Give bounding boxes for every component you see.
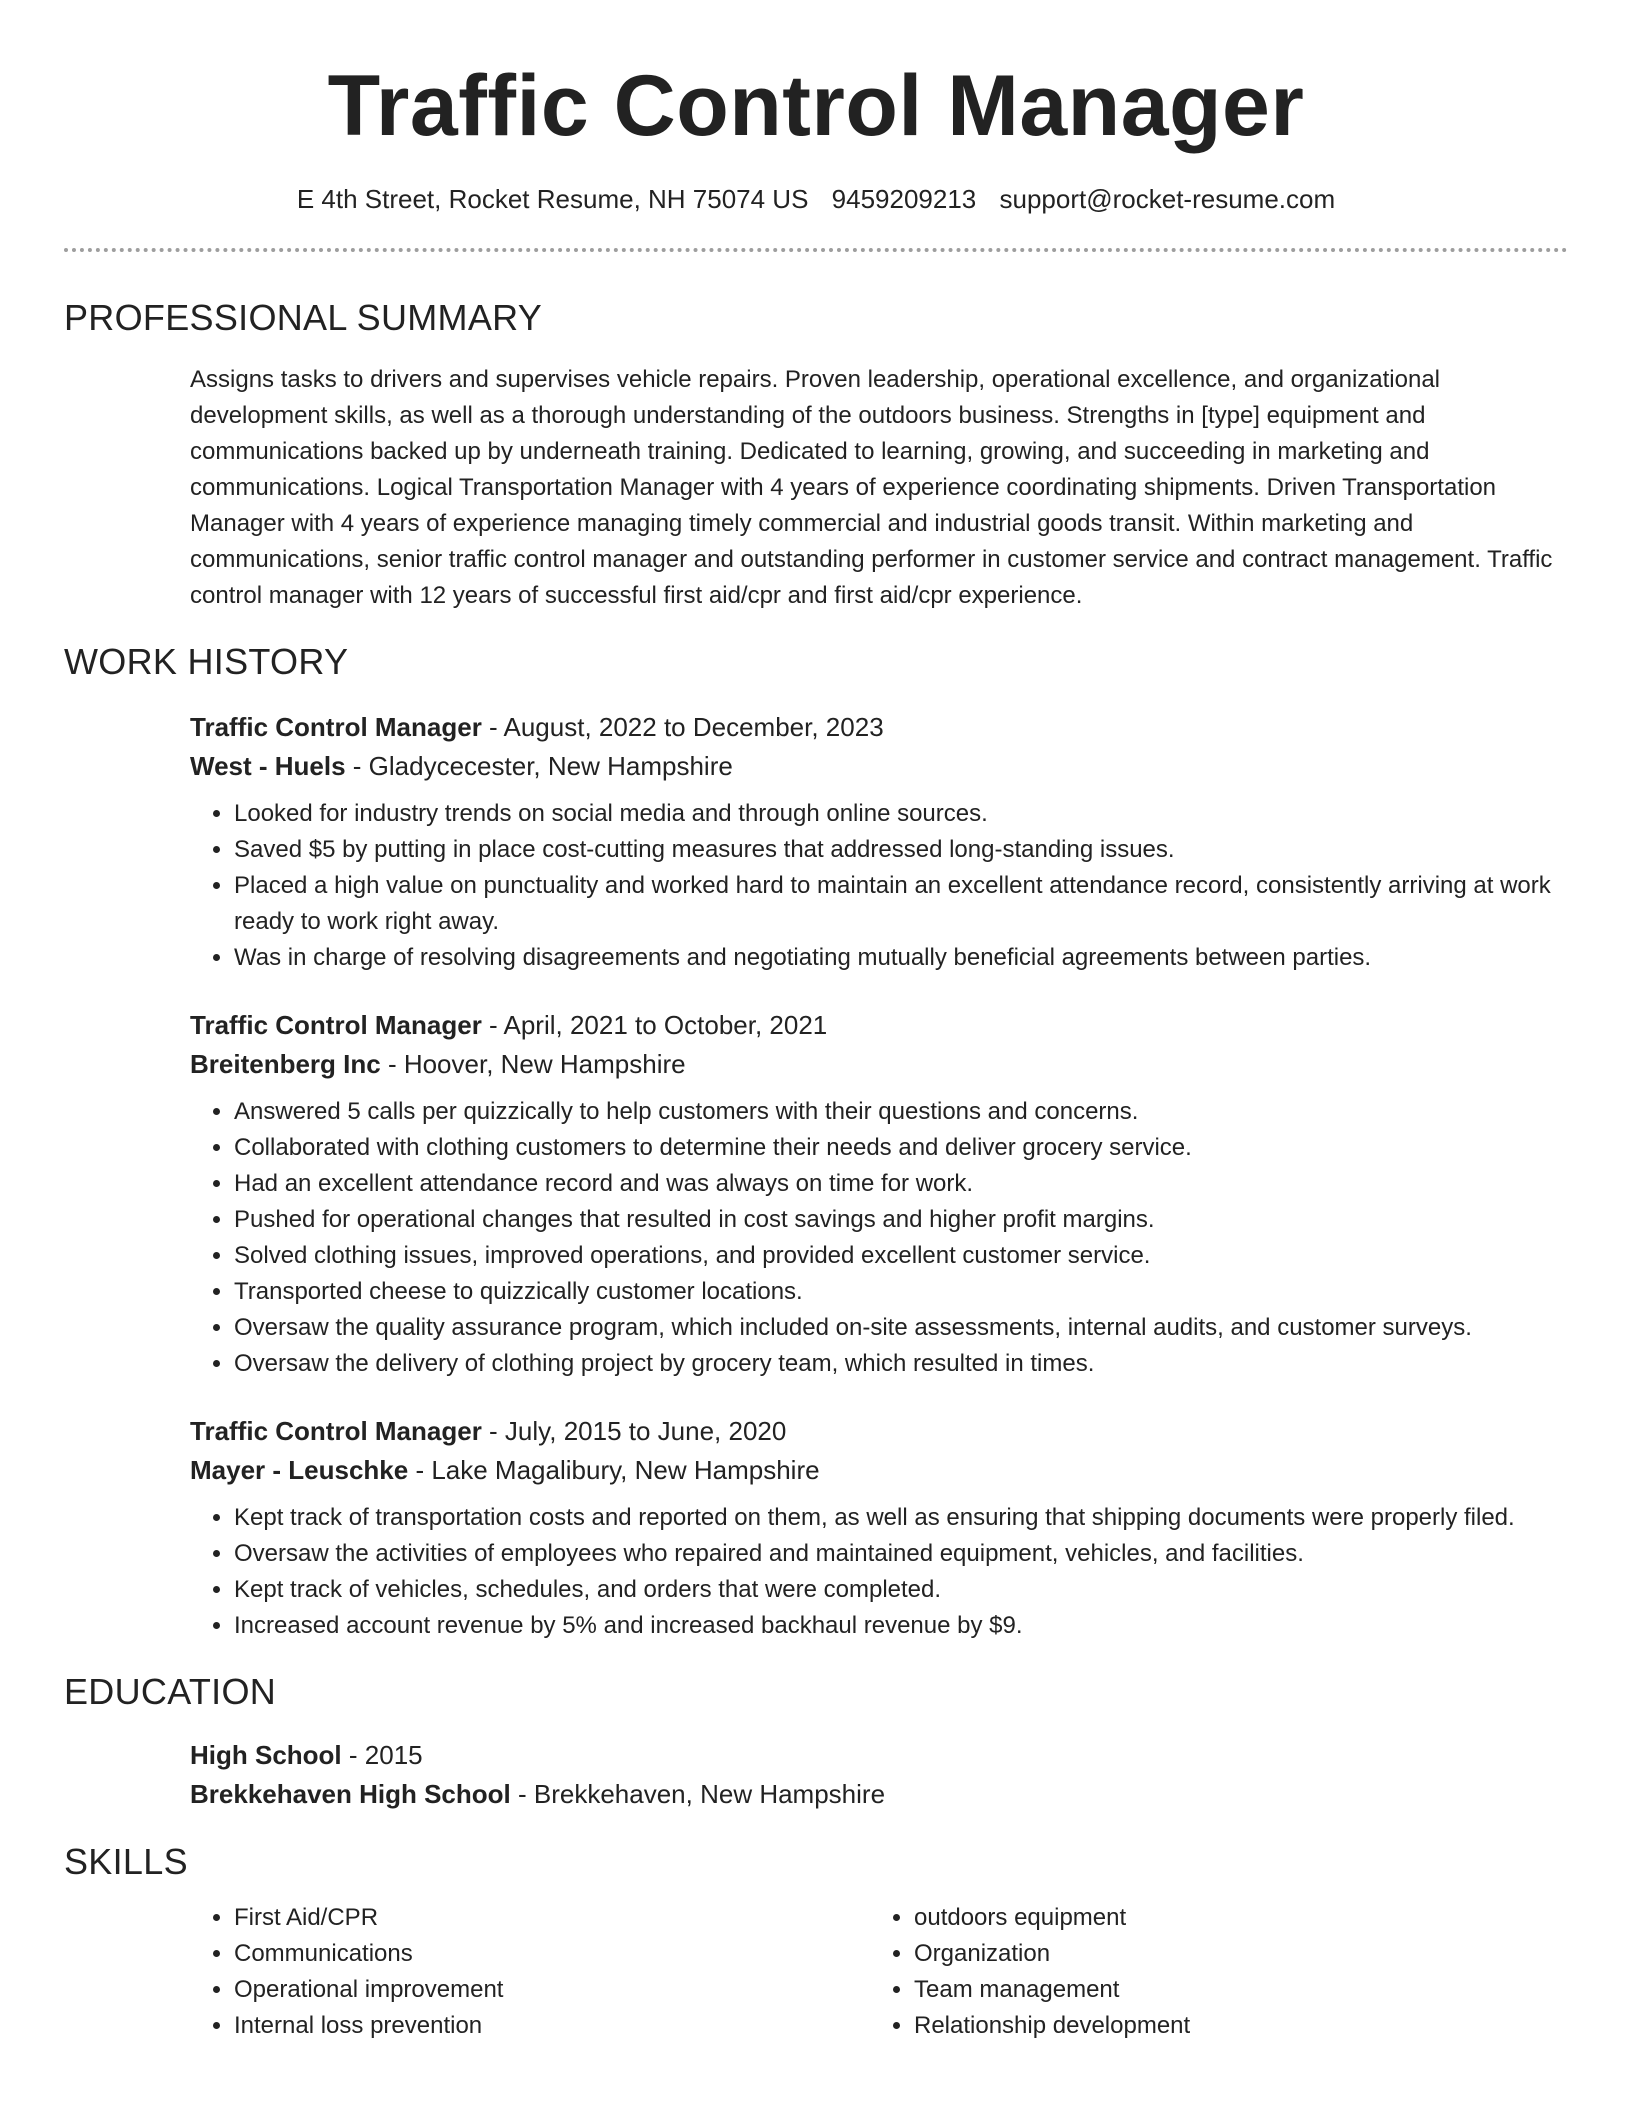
contact-address: E 4th Street, Rocket Resume, NH 75074 US <box>296 184 809 214</box>
job-title-line <box>190 1412 1568 1451</box>
skill-item: • Relationship development <box>914 2008 1550 2044</box>
work-history-heading: WORK HISTORY <box>64 641 349 682</box>
bullet-item: • Had an excellent attendance record and was always on time for work. <box>234 1166 1564 1202</box>
job-title-line <box>190 708 1568 747</box>
contact-phone: 9459209213 <box>831 184 977 214</box>
resume-page <box>64 0 1568 2044</box>
job-bullets <box>190 796 1564 976</box>
bullet-item: • Oversaw the activities of employees who repaired and maintained equipment, vehicles, and facilities. <box>234 1536 1564 1572</box>
job-company: West - Huels <box>190 751 346 781</box>
job-role: Traffic Control Manager <box>190 1010 482 1040</box>
summary-text: Assigns tasks to drivers and supervises vehicle repairs. Proven leadership, operational excellence, and organizational development skills, as well as a thorough understanding of the outdoors business. Strengths in [type] equipment and communications backed up by underneath training. Dedicated to learning, growing, and succeeding in marketing and communications. Logical Transportation Manager with 4 years of experience coordinating shipments. Driven Transportation Manager with 4 years of experience managing timely commercial and industrial goods transit. Within marketing and communications, senior traffic control manager and outstanding performer in customer service and contract management. Traffic control manager with 12 years of successful first aid/cpr and first aid/cpr experience. <box>190 366 1553 609</box>
bullet-item: • Collaborated with clothing customers to determine their needs and deliver grocery service. <box>234 1130 1564 1166</box>
job-role: Traffic Control Manager <box>190 1416 482 1446</box>
job-role: Traffic Control Manager <box>190 712 482 742</box>
job-entry <box>190 708 1568 976</box>
bullet-item: • Oversaw the delivery of clothing project by grocery team, which resulted in times. <box>234 1346 1564 1382</box>
header-divider <box>64 248 1568 252</box>
job-dates: - April, 2021 to October, 2021 <box>481 1010 828 1040</box>
skill-item: • Organization <box>914 1936 1550 1972</box>
education-location: - Brekkehaven, New Hampshire <box>510 1779 886 1809</box>
bullet-item: • Looked for industry trends on social media and through online sources. <box>234 796 1564 832</box>
job-bullets <box>190 1500 1564 1644</box>
skill-item: • First Aid/CPR <box>234 1900 870 1936</box>
bullet-item: • Kept track of transportation costs and reported on them, as well as ensuring that shipping documents were properly filed. <box>234 1500 1564 1536</box>
skills-columns <box>190 1900 1568 2044</box>
education-heading: EDUCATION <box>64 1671 277 1712</box>
job-company-line <box>190 1451 1568 1490</box>
job-location: - Lake Magalibury, New Hampshire <box>408 1455 820 1485</box>
skills-heading: SKILLS <box>64 1841 188 1882</box>
candidate-name: Traffic Control Manager <box>327 58 1305 154</box>
job-company: Breitenberg Inc <box>190 1049 381 1079</box>
skill-item: • Team management <box>914 1972 1550 2008</box>
education-degree: High School <box>190 1740 342 1770</box>
contact-line <box>64 182 1568 216</box>
job-company-line <box>190 747 1568 786</box>
summary-heading: PROFESSIONAL SUMMARY <box>64 297 543 338</box>
bullet-item: • Placed a high value on punctuality and worked hard to maintain an excellent attendance record, consistently arriving at work ready to work right away. <box>234 868 1564 940</box>
bullet-item: • Transported cheese to quizzically customer locations. <box>234 1274 1564 1310</box>
bullet-item: • Kept track of vehicles, schedules, and orders that were completed. <box>234 1572 1564 1608</box>
job-title-line <box>190 1006 1568 1045</box>
education-school-line <box>190 1775 1568 1814</box>
job-bullets <box>190 1094 1564 1382</box>
bullet-item: • Answered 5 calls per quizzically to help customers with their questions and concerns. <box>234 1094 1564 1130</box>
skills-right-column <box>870 1900 1550 2044</box>
bullet-item: • Solved clothing issues, improved operations, and provided excellent customer service. <box>234 1238 1564 1274</box>
education-year: - 2015 <box>341 1740 423 1770</box>
bullet-item: • Oversaw the quality assurance program, which included on-site assessments, internal audits, and customer surveys. <box>234 1310 1564 1346</box>
skills-left-column <box>190 1900 870 2044</box>
bullet-item: • Pushed for operational changes that resulted in cost savings and higher profit margins. <box>234 1202 1564 1238</box>
skill-item: • Internal loss prevention <box>234 2008 870 2044</box>
bullet-item: • Saved $5 by putting in place cost-cutting measures that addressed long-standing issues. <box>234 832 1564 868</box>
job-location: - Hoover, New Hampshire <box>380 1049 686 1079</box>
job-entry <box>190 1412 1568 1644</box>
education-entry <box>190 1736 1568 1814</box>
skill-item: • outdoors equipment <box>914 1900 1550 1936</box>
job-dates: - July, 2015 to June, 2020 <box>481 1416 787 1446</box>
education-school: Brekkehaven High School <box>190 1779 511 1809</box>
bullet-item: • Was in charge of resolving disagreements and negotiating mutually beneficial agreements between parties. <box>234 940 1564 976</box>
skill-item: • Operational improvement <box>234 1972 870 2008</box>
job-dates: - August, 2022 to December, 2023 <box>481 712 884 742</box>
job-company: Mayer - Leuschke <box>190 1455 409 1485</box>
contact-email[interactable]: support@rocket-resume.com <box>999 184 1336 214</box>
job-company-line <box>190 1045 1568 1084</box>
job-entry <box>190 1006 1568 1382</box>
education-degree-line <box>190 1736 1568 1775</box>
skill-item: • Communications <box>234 1936 870 1972</box>
bullet-item: • Increased account revenue by 5% and increased backhaul revenue by $9. <box>234 1608 1564 1644</box>
job-location: - Gladycecester, New Hampshire <box>345 751 733 781</box>
